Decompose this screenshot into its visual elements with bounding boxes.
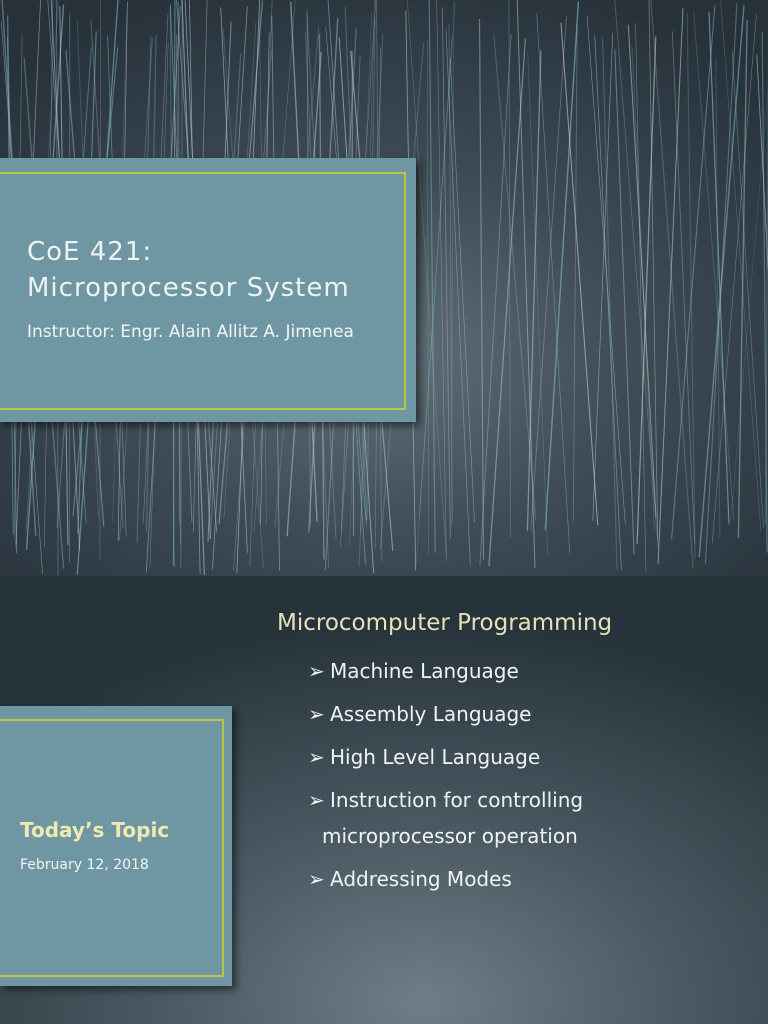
- bullet-text: Assembly Language: [330, 702, 532, 726]
- instructor-text: Instructor: Engr. Alain Allitz A. Jimenea: [27, 322, 354, 342]
- bullet-text: Machine Language: [330, 659, 519, 683]
- bullet-list: [308, 653, 583, 904]
- background-line: [738, 20, 747, 538]
- arrow-bullet-icon: ➢: [308, 867, 325, 891]
- background-line: [694, 11, 734, 520]
- topic-card: [0, 706, 232, 986]
- background-line: [705, 4, 737, 564]
- title-line-2: Microprocessor System: [27, 273, 350, 303]
- list-item: [308, 696, 583, 739]
- background-line: [636, 23, 646, 573]
- background-line: [561, 23, 598, 526]
- background-line: [732, 51, 764, 527]
- bullet-text: High Level Language: [330, 745, 541, 769]
- title-line-1: CoE 421:: [27, 237, 153, 267]
- background-line: [658, 8, 683, 564]
- topic-card-border: [0, 719, 224, 977]
- background-line: [528, 53, 548, 555]
- arrow-bullet-icon: ➢: [308, 745, 325, 769]
- list-item: [308, 782, 583, 861]
- list-item: [308, 739, 583, 782]
- list-item: [308, 861, 583, 904]
- background-line: [628, 25, 656, 519]
- background-line: [537, 13, 570, 553]
- bullet-text: Instruction for controlling: [330, 788, 584, 812]
- bullet-text-continued: microprocessor operation: [322, 824, 578, 848]
- list-item: [308, 653, 583, 696]
- topic-date: February 12, 2018: [20, 857, 149, 873]
- background-line: [437, 0, 447, 561]
- background-line: [593, 33, 613, 521]
- background-line: [480, 19, 484, 559]
- background-line: [687, 13, 695, 559]
- background-line: [489, 39, 526, 567]
- slide-title: [27, 234, 350, 306]
- topic-label: Today’s Topic: [20, 818, 170, 842]
- background-line: [573, 24, 577, 522]
- background-line: [603, 38, 617, 569]
- background-line: [480, 34, 511, 566]
- bullet-text: Addressing Modes: [330, 867, 512, 891]
- arrow-bullet-icon: ➢: [308, 659, 325, 683]
- background-line: [527, 50, 541, 531]
- background-line: [450, 58, 474, 523]
- section-heading: Microcomputer Programming: [277, 610, 613, 636]
- background-line: [449, 24, 452, 523]
- background-line: [614, 0, 658, 548]
- arrow-bullet-icon: ➢: [308, 702, 325, 726]
- arrow-bullet-icon: ➢: [308, 788, 325, 812]
- background-line: [429, 0, 435, 553]
